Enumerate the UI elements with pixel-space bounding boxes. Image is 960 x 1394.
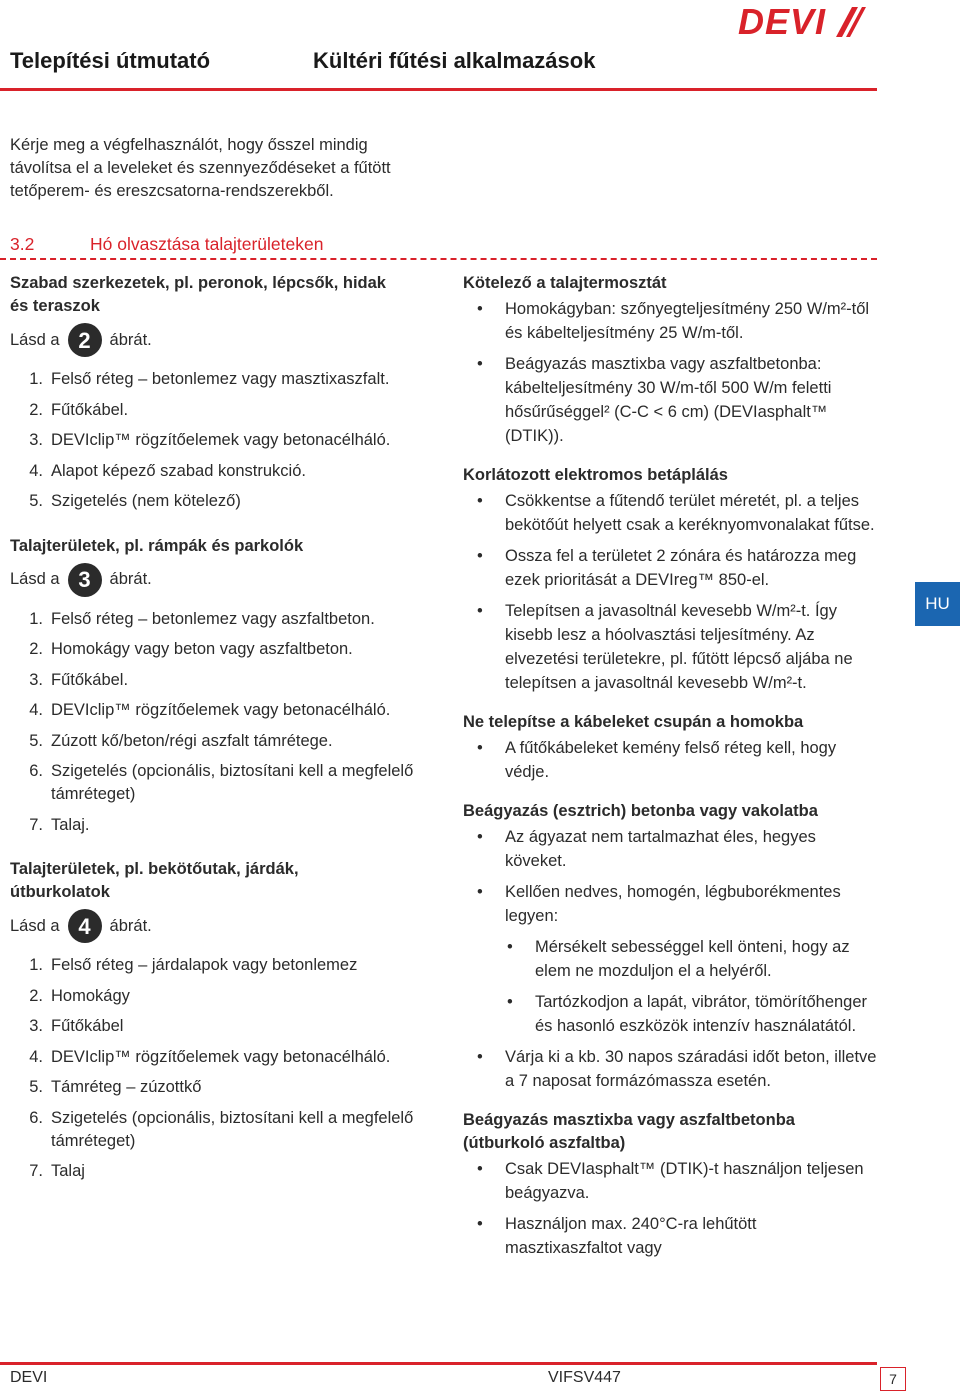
list-item-text: DEVIclip™ rögzítőelemek vagy betonacélháló. [51,431,391,449]
list-item-text: Szigetelés (opcionális, biztosítani kell a megfelelő támréteget) [51,1108,414,1150]
list-item [10,669,440,692]
header-rule [0,88,877,91]
list-item-text: Felső réteg – járdalapok vagy betonlemez [51,956,358,974]
list-item-number: 4. [29,1047,43,1066]
list-item-text: Fűtőkábel [51,1017,124,1035]
footer-brand: DEVI [10,1369,48,1386]
group1-figure-ref: Lásd a 2 ábrát. [10,322,440,358]
list-item-text: Fűtőkábel. [51,670,129,689]
list-item-number: 2. [29,640,43,658]
screed-sublist [463,935,877,1038]
bullet-item: • Csökkentse a fűtendő terület méretét, pl. a teljes bekötőút helyett csak a keréknyomvonalakat fűtse. [463,489,877,537]
list-item-number: 2. [29,400,43,419]
list-item-text: DEVIclip™ rögzítőelemek vagy betonacélháló. [51,1047,391,1066]
header-guide-title: Telepítési útmutató [10,48,211,73]
list-item [10,399,440,422]
right-column [463,272,877,1267]
group2-heading: Talajterületek, pl. rámpák és parkolók [10,536,304,555]
list-item [10,368,440,391]
figure-3-badge: 3 [68,563,102,597]
power-list [463,489,877,695]
list-item-number: 3. [29,670,43,689]
group1-list [10,368,440,513]
list-item-number: 3. [29,1017,43,1035]
bullet-item: • Telepítsen a javasoltnál kevesebb W/m²-t. Így kisebb lesz a hóolvasztási teljesítmény. Az elvezetési területekre, pl. fűtött lépcső aljába ne telepítsen a javasoltnál kevesebb W/m²-t. [463,599,877,695]
sand-list [463,736,877,784]
asphalt-heading: Beágyazás masztixba vagy aszfaltbetonba (útburkoló aszfaltba) [463,1111,795,1152]
bullet-item: • Homokágyban: szőnyegteljesítmény 250 W/m²-től és kábelteljesítmény 25 W/m-től. [463,297,877,345]
intro-paragraph: Kérje meg a végfelhasználót, hogy ősszel mindig távolítsa el a leveleket és szennyeződéseket a fűtött tetőperem- és ereszcsatorna-rendszerekből. [10,136,391,200]
list-item [10,1015,440,1038]
section-number: 3.2 [10,234,35,254]
bullet-item: • Várja ki a kb. 30 napos száradási időt beton, illetve a 7 naposat formázómassza esetén. [463,1045,877,1093]
group1-heading: Szabad szerkezetek, pl. peronok, lépcsők, hidak és teraszok [10,274,386,315]
list-item-number: 4. [29,461,43,480]
list-item [10,814,440,837]
list-item-text: Talaj. [51,815,90,834]
bullet-item: • Beágyazás masztixba vagy aszfaltbetonba: kábelteljesítmény 30 W/m-től 500 W/m feletti hősűrűséggel² (C-C < 6 cm) (DEVIasphalt™ (DTIK)). [463,352,877,448]
header-section-title: Kültéri fűtési alkalmazások [313,48,596,73]
list-item [10,1046,440,1069]
list-item [10,985,440,1008]
group2-list [10,608,440,837]
group2-figure-ref: Lásd a 3 ábrát. [10,562,440,598]
list-item-number: 1. [29,370,43,388]
list-item-text: Támréteg – zúzottkő [51,1078,202,1096]
list-item [10,730,440,753]
bullet-item: • Kellően nedves, homogén, légbuborékmentes legyen: [463,880,877,928]
list-item-text: Homokágy [51,986,130,1005]
list-item [10,699,440,722]
logo-stripes-icon [830,7,866,37]
section-dashed-rule [0,258,877,260]
list-item-number: 7. [29,815,43,834]
list-item [10,954,440,977]
list-item-text: Zúzott kő/beton/régi aszfalt támrétege. [51,731,333,750]
list-item-number: 1. [29,956,43,974]
list-item-text: Talaj [51,1162,85,1180]
list-item-number: 3. [29,431,43,449]
thermostat-heading: Kötelező a talajtermosztát [463,274,667,292]
bullet-item: • Ossza fel a területet 2 zónára és határozza meg ezek prioritását a DEVIreg™ 850-el. [463,544,877,592]
list-item-number: 5. [29,1078,43,1096]
screed-list [463,825,877,928]
list-item [10,1076,440,1099]
figure-2-badge: 2 [68,323,102,357]
language-tab: HU [915,582,960,626]
left-column [10,272,440,1191]
screed-after-list [463,1045,877,1093]
group3-heading: Talajterületek, pl. bekötőutak, járdák, útburkolatok [10,860,299,901]
thermostat-list [463,297,877,448]
asphalt-list [463,1157,877,1260]
screed-heading: Beágyazás (esztrich) betonba vagy vakolatba [463,802,818,820]
list-item-text: Fűtőkábel. [51,400,129,419]
list-item [10,1160,440,1183]
bullet-item: • Mérsékelt sebességgel kell önteni, hogy az elem ne mozduljon el a helyéről. [463,935,877,983]
section-title: Hó olvasztása talajterületeken [90,234,324,254]
list-item-text: Felső réteg – betonlemez vagy masztixaszfalt. [51,370,390,388]
logo-text: DEVI [738,1,827,42]
list-item-number: 6. [29,762,43,780]
list-item [10,638,440,661]
page-number: 7 [880,1367,906,1391]
bullet-item: • Tartózkodjon a lapát, vibrátor, tömörítőhenger és hasonló eszközök intenzív használatától. [463,990,877,1038]
footer-doc-code: VIFSV447 [548,1369,621,1386]
group3-figure-ref: Lásd a 4 ábrát. [10,908,440,944]
list-item [10,490,440,513]
list-item-number: 7. [29,1162,43,1180]
figure-4-badge: 4 [68,909,102,943]
list-item-text: DEVIclip™ rögzítőelemek vagy betonacélháló. [51,701,391,719]
power-heading: Korlátozott elektromos betáplálás [463,466,728,484]
list-item-number: 4. [29,701,43,719]
list-item-number: 2. [29,986,43,1005]
list-item-number: 6. [29,1108,43,1127]
bullet-item: • Csak DEVIasphalt™ (DTIK)-t használjon teljesen beágyazva. [463,1157,877,1205]
group3-list [10,954,440,1183]
list-item-number: 5. [29,731,43,750]
list-item [10,460,440,483]
list-item [10,608,440,631]
section-heading [10,234,323,255]
list-item-text: Homokágy vagy beton vagy aszfaltbeton. [51,640,353,658]
list-item-text: Szigetelés (opcionális, biztosítani kell a megfelelő támréteget) [51,762,414,803]
bullet-item: • Az ágyazat nem tartalmazhat éles, hegyes köveket. [463,825,877,873]
list-item-number: 5. [29,492,43,510]
list-item [10,760,440,806]
footer-rule [0,1362,877,1365]
list-item-number: 1. [29,609,43,628]
sand-heading: Ne telepítse a kábeleket csupán a homokba [463,713,804,731]
list-item-text: Alapot képező szabad konstrukció. [51,461,306,480]
list-item [10,429,440,452]
devi-logo [738,1,866,42]
list-item-text: Szigetelés (nem kötelező) [51,492,241,510]
bullet-item: • Használjon max. 240°C-ra lehűtött masztixaszfaltot vagy [463,1212,877,1260]
bullet-item: • A fűtőkábeleket kemény felső réteg kell, hogy védje. [463,736,877,784]
list-item-text: Felső réteg – betonlemez vagy aszfaltbeton. [51,609,375,628]
list-item [10,1107,440,1153]
